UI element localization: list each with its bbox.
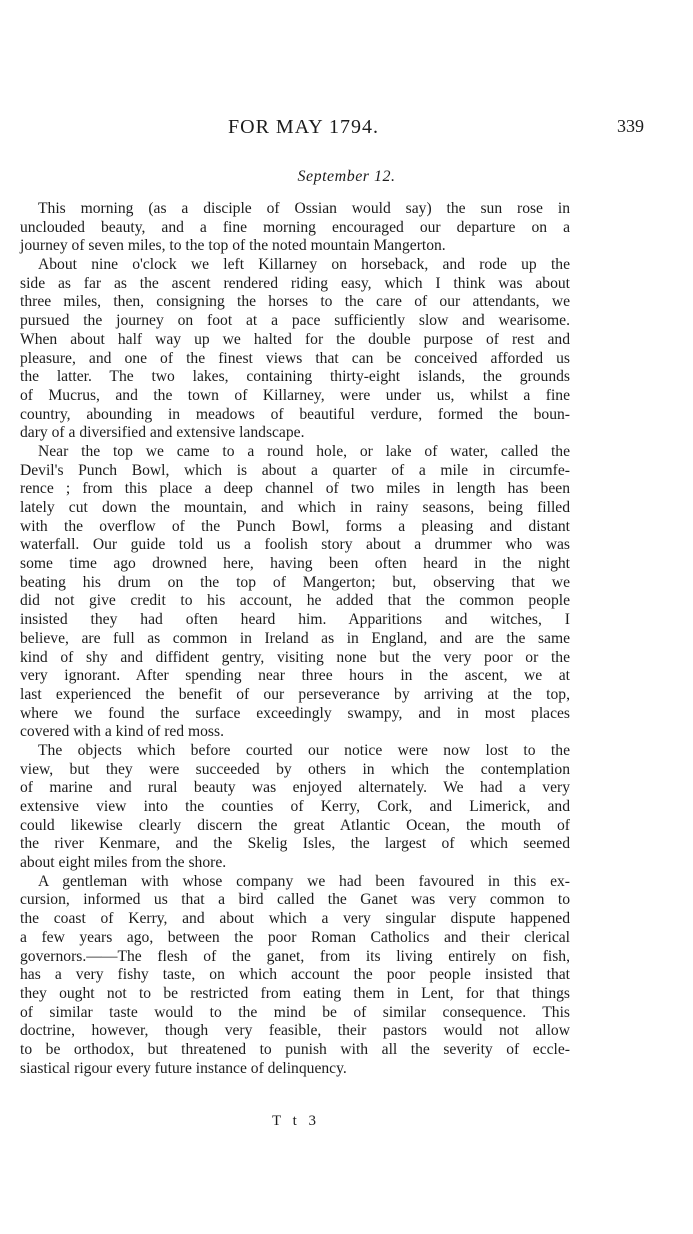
text-line: to be orthodox, but threatened to punish with all the severity of eccle- bbox=[20, 1040, 570, 1058]
text-line: the latter. The two lakes, containing thirty-eight islands, the grounds bbox=[20, 368, 570, 386]
text-line: governors.——The flesh of the ganet, from its living entirely on fish, bbox=[20, 947, 570, 965]
text-line: Devil's Punch Bowl, which is about a quarter of a mile in circumfe- bbox=[20, 461, 570, 479]
signature-mark: T t 3 bbox=[272, 1113, 321, 1129]
text-line: cursion, informed us that a bird called the Ganet was very common to bbox=[20, 891, 570, 909]
text-line: covered with a kind of red moss. bbox=[20, 723, 224, 741]
text-line: journey of seven miles, to the top of the noted mountain Mangerton. bbox=[20, 237, 446, 255]
text-line: About nine o'clock we left Killarney on horseback, and rode up the bbox=[38, 256, 570, 274]
paragraph bbox=[20, 200, 570, 256]
text-line: could likewise clearly discern the great Atlantic Ocean, the mouth of bbox=[20, 816, 570, 834]
text-line: the coast of Kerry, and about which a very singular dispute happened bbox=[20, 910, 570, 928]
text-line: waterfall. Our guide told us a foolish story about a drummer who was bbox=[20, 536, 570, 554]
text-line: pursued the journey on foot at a pace sufficiently slow and wearisome. bbox=[20, 312, 570, 330]
text-line: very ignorant. After spending near three hours in the ascent, we at bbox=[20, 667, 570, 685]
text-line: extensive view into the counties of Kerry, Cork, and Limerick, and bbox=[20, 798, 570, 815]
text-line: beating his drum on the top of Mangerton; but, observing that we bbox=[20, 573, 570, 591]
text-line: where we found the surface exceedingly swampy, and in most places bbox=[20, 704, 570, 722]
text-line: they ought not to be restricted from eating them in Lent, for that things bbox=[20, 984, 570, 1002]
page-number: 339 bbox=[617, 116, 644, 136]
text-line: siastical rigour every future instance of delinquency. bbox=[20, 1059, 347, 1077]
paragraph bbox=[20, 873, 570, 1079]
text-line: lately cut down the mountain, and which in rainy seasons, being filled bbox=[20, 499, 570, 516]
text-line: with the overflow of the Punch Bowl, forms a pleasing and distant bbox=[20, 517, 570, 535]
text-line: Near the top we came to a round hole, or lake of water, called the bbox=[38, 442, 570, 460]
text-line: A gentleman with whose company we had been favoured in this ex- bbox=[38, 872, 570, 890]
text-line: rence ; from this place a deep channel of two miles in length has been bbox=[20, 480, 570, 498]
text-line: kind of shy and diffident gentry, visiting none but the very poor or the bbox=[20, 648, 570, 666]
text-line: of marine and rural beauty was enjoyed alternately. We had a very bbox=[20, 779, 570, 797]
text-line: last experienced the benefit of our perseverance by arriving at the top, bbox=[20, 685, 570, 703]
text-line: country, abounding in meadows of beautiful verdure, formed the boun- bbox=[20, 405, 570, 423]
text-line: believe, are full as common in Ireland as in England, and are the same bbox=[20, 629, 570, 647]
text-line: of similar taste would to the mind be of similar consequence. This bbox=[20, 1003, 570, 1021]
text-line: some time ago drowned here, having been often heard in the night bbox=[20, 555, 570, 573]
paragraph bbox=[20, 443, 570, 742]
text-line: insisted they had often heard him. Apparitions and witches, I bbox=[20, 611, 570, 629]
text-line: side as far as the ascent rendered riding easy, which I think was about bbox=[20, 274, 570, 292]
text-line: view, but they were succeeded by others in which the contemplation bbox=[20, 760, 570, 778]
text-line: The objects which before courted our notice were now lost to the bbox=[38, 741, 570, 759]
text-line: did not give credit to his account, he added that the common people bbox=[20, 592, 570, 610]
page-header bbox=[0, 116, 693, 146]
text-line: has a very fishy taste, on which account the poor people insisted that bbox=[20, 966, 570, 984]
text-line: pleasure, and one of the finest views that can be conceived afforded us bbox=[20, 349, 570, 367]
paragraph bbox=[20, 256, 570, 443]
text-line: the river Kenmare, and the Skelig Isles, the largest of which seemed bbox=[20, 835, 570, 853]
text-line: doctrine, however, though very feasible, their pastors would not allow bbox=[20, 1022, 570, 1040]
text-line: This morning (as a disciple of Ossian would say) the sun rose in bbox=[38, 200, 570, 217]
text-line: three miles, then, consigning the horses to the care of our attendants, we bbox=[20, 293, 570, 311]
body-text bbox=[20, 200, 570, 1078]
text-line: unclouded beauty, and a fine morning encouraged our departure on a bbox=[20, 218, 570, 236]
paragraph bbox=[20, 742, 570, 873]
date-heading: September 12. bbox=[297, 168, 396, 185]
text-line: of Mucrus, and the town of Killarney, were under us, whilst a fine bbox=[20, 386, 570, 404]
text-line: about eight miles from the shore. bbox=[20, 854, 227, 872]
text-line: a few years ago, between the poor Roman Catholics and their clerical bbox=[20, 928, 570, 946]
running-title: FOR MAY 1794. bbox=[228, 116, 379, 138]
text-line: dary of a diversified and extensive landscape. bbox=[20, 424, 305, 442]
text-line: When about half way up we halted for the double purpose of rest and bbox=[20, 330, 570, 348]
